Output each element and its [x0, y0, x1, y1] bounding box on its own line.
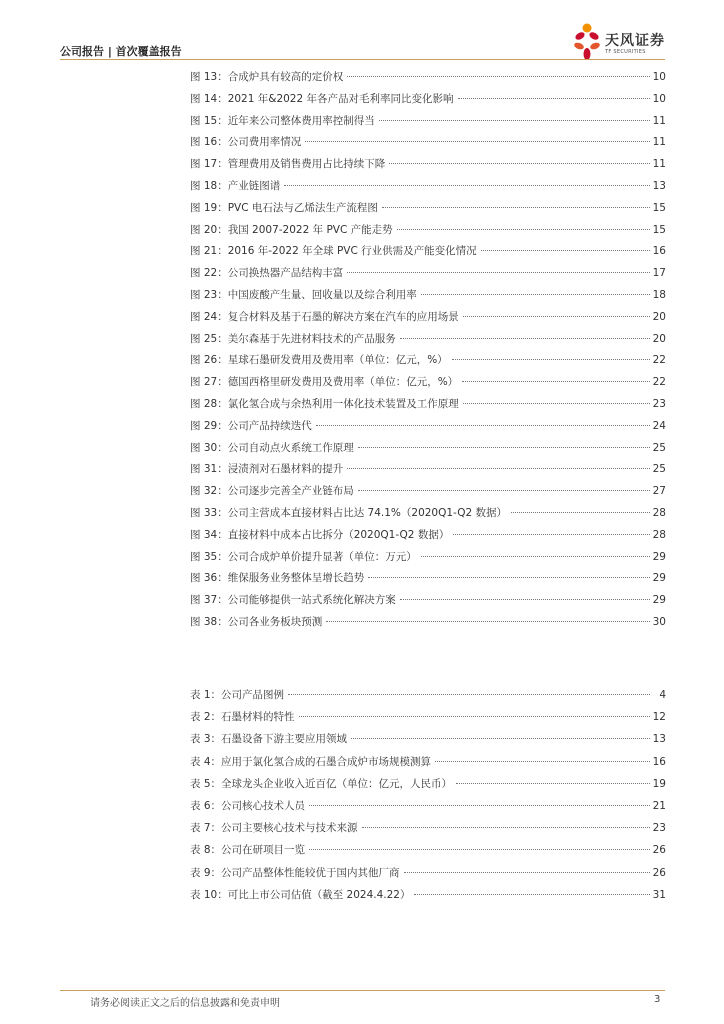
toc-entry-label: 表 9：公司产品整体性能较优于国内其他厂商 — [190, 866, 400, 879]
toc-entry-label: 图 27：德国西格里研发费用及费用率（单位：亿元，%） — [190, 376, 459, 389]
header-divider — [60, 59, 665, 60]
toc-entry-page: 12 — [652, 711, 666, 724]
figure-toc-entry[interactable] — [190, 374, 666, 396]
figure-toc-entry[interactable] — [190, 527, 666, 549]
toc-entry-page: 25 — [652, 463, 666, 476]
toc-dot-leader — [414, 894, 650, 895]
table-toc-entry[interactable] — [190, 776, 666, 798]
toc-entry-page: 26 — [652, 866, 666, 879]
toc-dot-leader — [309, 805, 650, 806]
toc-entry-label: 图 20：我国 2007-2022 年 PVC 产能走势 — [190, 223, 393, 236]
figure-toc-entry[interactable] — [190, 309, 666, 331]
toc-entry-label: 图 18：产业链图谱 — [190, 179, 281, 192]
toc-entry-label: 图 32：公司逐步完善全产业链布局 — [190, 485, 354, 498]
toc-dot-leader — [456, 783, 650, 784]
toc-entry-page: 15 — [652, 201, 666, 214]
figure-toc-entry[interactable] — [190, 396, 666, 418]
toc-dot-leader — [481, 250, 650, 251]
toc-dot-leader — [288, 694, 650, 695]
toc-dot-leader — [362, 827, 650, 828]
figure-toc-entry[interactable] — [190, 549, 666, 571]
toc-entry-page: 19 — [652, 777, 666, 790]
toc-entry-label: 图 31：浸渍剂对石墨材料的提升 — [190, 463, 344, 476]
toc-dot-leader — [299, 716, 650, 717]
toc-dot-leader — [316, 425, 650, 426]
toc-dot-leader — [452, 359, 650, 360]
figure-toc-entry[interactable] — [190, 265, 666, 287]
toc-entry-page: 11 — [652, 158, 666, 171]
toc-entry-page: 25 — [652, 441, 666, 454]
footer-divider — [60, 990, 665, 991]
toc-entry-label: 表 10：可比上市公司估值（截至 2024.4.22） — [190, 888, 411, 901]
toc-entry-label: 图 38：公司各业务板块预测 — [190, 615, 323, 628]
table-toc-entry[interactable] — [190, 865, 666, 887]
figure-toc-entry[interactable] — [190, 440, 666, 462]
toc-entry-page: 10 — [652, 92, 666, 105]
toc-entry-label: 表 2：石墨材料的特性 — [190, 711, 295, 724]
toc-dot-leader — [435, 761, 650, 762]
toc-entry-label: 表 3：石墨设备下游主要应用领域 — [190, 733, 348, 746]
toc-dot-leader — [305, 141, 650, 142]
figure-toc-entry[interactable] — [190, 156, 666, 178]
company-logo — [571, 22, 671, 62]
toc-entry-label: 表 4：应用于氯化氢合成的石墨合成炉市场规模测算 — [190, 755, 432, 768]
toc-entry-page: 13 — [652, 733, 666, 746]
toc-entry-page: 22 — [652, 376, 666, 389]
figure-toc-entry[interactable] — [190, 483, 666, 505]
figure-toc-entry[interactable] — [190, 287, 666, 309]
toc-entry-label: 图 14：2021 年&2022 年各产品对毛利率同比变化影响 — [190, 92, 454, 105]
table-toc-entry[interactable] — [190, 887, 666, 909]
figure-toc-entry[interactable] — [190, 91, 666, 113]
toc-dot-leader — [404, 872, 650, 873]
toc-dot-leader — [453, 534, 650, 535]
figure-toc-entry[interactable] — [190, 461, 666, 483]
toc-entry-label: 图 35：公司合成炉单价提升显著（单位：万元） — [190, 550, 417, 563]
figure-toc-entry[interactable] — [190, 331, 666, 353]
toc-dot-leader — [382, 207, 650, 208]
figure-toc-entry[interactable] — [190, 113, 666, 135]
toc-entry-label: 图 36：维保服务业务整体呈增长趋势 — [190, 572, 365, 585]
toc-entry-label: 表 8：公司在研项目一览 — [190, 844, 306, 857]
toc-dot-leader — [458, 98, 650, 99]
figure-toc-entry[interactable] — [190, 200, 666, 222]
table-toc-entry[interactable] — [190, 731, 666, 753]
toc-entry-label: 图 25：美尔森基于先进材料技术的产品服务 — [190, 332, 396, 345]
toc-entry-label: 表 5：全球龙头企业收入近百亿（单位：亿元，人民币） — [190, 777, 453, 790]
toc-entry-page: 23 — [652, 397, 666, 410]
toc-entry-label: 图 21：2016 年-2022 年全球 PVC 行业供需及产能变化情况 — [190, 245, 477, 258]
figure-toc-entry[interactable] — [190, 243, 666, 265]
toc-entry-label: 图 13：合成炉具有较高的定价权 — [190, 71, 344, 83]
toc-entry-page: 4 — [659, 689, 666, 701]
toc-entry-page: 10 — [652, 71, 666, 83]
logo-name-en: TF SECURITIES — [605, 49, 646, 55]
toc-entry-page: 29 — [652, 572, 666, 585]
table-toc-entry[interactable] — [190, 842, 666, 864]
toc-entry-page: 13 — [652, 179, 666, 192]
toc-dot-leader — [463, 403, 650, 404]
toc-dot-leader — [462, 381, 650, 382]
tf-securities-logo-icon — [571, 22, 603, 62]
toc-dot-leader — [421, 294, 650, 295]
toc-dot-leader — [309, 849, 650, 850]
toc-entry-label: 图 24：复合材料及基于石墨的解决方案在汽车的应用场景 — [190, 310, 459, 323]
figure-toc-entry[interactable] — [190, 614, 666, 636]
toc-entry-label: 图 15：近年来公司整体费用率控制得当 — [190, 114, 375, 127]
toc-entry-page: 18 — [652, 288, 666, 301]
toc-entry-page: 31 — [652, 888, 666, 901]
toc-dot-leader — [347, 272, 650, 273]
toc-entry-page: 16 — [652, 755, 666, 768]
toc-dot-leader — [347, 76, 650, 77]
toc-entry-page: 23 — [652, 822, 666, 835]
toc-dot-leader — [379, 120, 650, 121]
figure-toc-entry[interactable] — [190, 505, 666, 527]
toc-dot-leader — [421, 556, 650, 557]
toc-entry-page: 22 — [652, 354, 666, 367]
toc-entry-page: 29 — [652, 550, 666, 563]
toc-entry-label: 表 6：公司核心技术人员 — [190, 799, 306, 812]
toc-entry-page: 17 — [652, 267, 666, 280]
toc-entry-page: 28 — [652, 506, 666, 519]
toc-dot-leader — [347, 468, 650, 469]
table-toc-entry[interactable] — [190, 687, 666, 709]
toc-entry-label: 图 26：星球石墨研发费用及费用率（单位：亿元，%） — [190, 354, 448, 367]
toc-dot-leader — [351, 738, 650, 739]
toc-entry-label: 图 33：公司主营成本直接材料占比达 74.1%（2020Q1-Q2 数据） — [190, 506, 508, 519]
toc-entry-page: 30 — [652, 615, 666, 628]
figure-toc-entry[interactable] — [190, 222, 666, 244]
table-toc-entry[interactable] — [190, 754, 666, 776]
report-type-title: 公司报告 | 首次覆盖报告 — [60, 45, 182, 58]
figure-toc-entry[interactable] — [190, 352, 666, 374]
figure-toc-entry[interactable] — [190, 570, 666, 592]
footer-disclaimer: 请务必阅读正文之后的信息披露和免责申明 — [90, 998, 280, 1009]
figure-toc-entry[interactable] — [190, 592, 666, 614]
logo-name-cn: 天风证券 — [605, 33, 665, 49]
toc-entry-page: 26 — [652, 844, 666, 857]
figure-toc-entry[interactable] — [190, 178, 666, 200]
toc-entry-page: 24 — [652, 419, 666, 432]
toc-entry-label: 图 37：公司能够提供一站式系统化解决方案 — [190, 594, 396, 607]
toc-entry-page: 28 — [652, 528, 666, 541]
toc-dot-leader — [284, 185, 650, 186]
toc-dot-leader — [511, 512, 650, 513]
table-toc-entry[interactable] — [190, 820, 666, 842]
toc-entry-page: 11 — [652, 136, 666, 149]
toc-entry-label: 表 7：公司主要核心技术与技术来源 — [190, 822, 358, 835]
toc-entry-page: 11 — [652, 114, 666, 127]
tables-toc — [190, 687, 666, 909]
toc-entry-label: 表 1：公司产品图例 — [190, 689, 285, 701]
toc-entry-label: 图 23：中国废酸产生量、回收量以及综合利用率 — [190, 288, 417, 301]
toc-entry-label: 图 19：PVC 电石法与乙烯法生产流程图 — [190, 201, 378, 214]
toc-entry-label: 图 17：管理费用及销售费用占比持续下降 — [190, 158, 386, 171]
toc-entry-page: 20 — [652, 332, 666, 345]
toc-entry-label: 图 28：氯化氢合成与余热利用一体化技术装置及工作原理 — [190, 397, 459, 410]
toc-dot-leader — [397, 229, 650, 230]
toc-entry-page: 29 — [652, 594, 666, 607]
toc-entry-label: 图 30：公司自动点火系统工作原理 — [190, 441, 354, 454]
toc-dot-leader — [400, 338, 650, 339]
figure-toc-entry[interactable] — [190, 69, 666, 91]
toc-dot-leader — [326, 621, 650, 622]
toc-entry-label: 图 29：公司产品持续迭代 — [190, 419, 312, 432]
table-toc-entry[interactable] — [190, 709, 666, 731]
figure-toc-entry[interactable] — [190, 418, 666, 440]
page-number: 3 — [654, 994, 661, 1005]
toc-dot-leader — [400, 599, 650, 600]
toc-dot-leader — [358, 490, 650, 491]
toc-entry-page: 21 — [652, 799, 666, 812]
figure-toc-entry[interactable] — [190, 134, 666, 156]
toc-entry-page: 20 — [652, 310, 666, 323]
toc-dot-leader — [389, 163, 650, 164]
toc-dot-leader — [463, 316, 650, 317]
toc-entry-label: 图 16：公司费用率情况 — [190, 136, 302, 149]
toc-entry-label: 图 34：直接材料中成本占比拆分（2020Q1-Q2 数据） — [190, 528, 450, 541]
table-toc-entry[interactable] — [190, 798, 666, 820]
toc-entry-label: 图 22：公司换热器产品结构丰富 — [190, 267, 344, 280]
figures-toc — [190, 69, 666, 636]
toc-entry-page: 27 — [652, 485, 666, 498]
toc-dot-leader — [358, 447, 650, 448]
toc-dot-leader — [368, 577, 650, 578]
toc-entry-page: 15 — [652, 223, 666, 236]
toc-entry-page: 16 — [652, 245, 666, 258]
